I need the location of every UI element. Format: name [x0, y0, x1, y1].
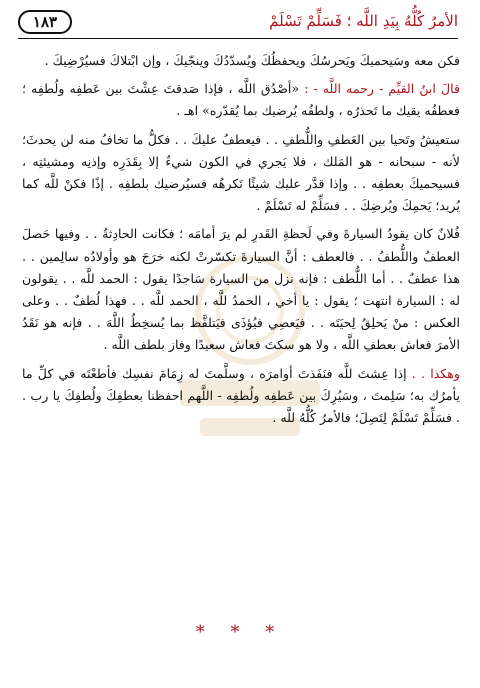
- page-header: [18, 10, 458, 36]
- paragraph-4: [22, 223, 460, 356]
- paragraph-lead: وهكذا . .: [411, 365, 460, 381]
- running-head: الأمرُ كُلُّهُ بِيَدِ اللَّه ؛ فَسَلِّمْ تَسْلَمْ: [269, 12, 458, 30]
- section-divider-stars: * * *: [195, 622, 285, 643]
- paragraph-3: [22, 129, 460, 218]
- paragraph-text: «أصْدُق اللَّه ، فإذا صَدقتَ عِشْتَ بين عَطفِه ولُطفِه ؛ فعطفُه يقيك ما تَحذرُه ، ولطفُه يُرضيك بما يُقدّره» اهـ .: [22, 81, 460, 119]
- paragraph-text: فُلانٌ كان يقودُ السيارةَ وفي لَحظةِ القَدرِ لم يرَ أمامَه ؛ فكانت الحادِثةُ . . وفيها حَصلَ العطفُ واللُّطفُ . . فالعطف : أنَّ السيارةَ تكسّرتْ لكنه خرَجَ هو وأولادُه سالِمين . . هذا عطفٌ . . أما اللُّطف : فإنه نزل من السيارة سَاجدًا يقول : الحمد للَّه . . يقولون له : السيارة انتهت ؛ يقول : يا أخي ، الحمدُ للَّه ، الحمد للَّه . . فهذا لُطفٌ . . وعلى العكس : منْ يَحلِقُ لِحيَتَه . . فيَعصِي فيُؤذَى فيَتلفَّظ بما يُسخِطُ اللَّهَ . . فإنه هو نَقَدُ الأمرَ فعاش بعطفِ اللَّه ، ولا هو سكتَ فعاش سعيدًا وفاز بلطف اللَّه .: [22, 226, 460, 353]
- paragraph-5: [22, 363, 460, 430]
- paragraph-text: فكن معه وسَيحميكَ ويَحرسُكَ ويحفظُكَ ويُسدّدُكَ وينجّيكَ ، وإن ابْتلاكَ فسيُرْضِيكَ .: [44, 53, 460, 68]
- paragraph-1: [22, 50, 460, 72]
- paragraph-text: ستعيشُ وتَحيا بين العَطفِ واللُّطفِ . . فيعطفُ عليكَ . . فكلُّ ما تخافُ منه لن يحدثَ؛ لأنه - سبحانه - هو المَلك ، فلا يَجري في الكون شيءٌ إلا بِقَدَرِه وإذنِه ومشيئتِه ، فسيحميكَ بعطفِه . . وإذا قدَّر عليك شيئًا تَكرهُه فسيُرضيك بلطفِه . إذًا فكنْ للَّه كما يُريد؛ يَحمِكَ ويُرضِكَ . . فسَلِّمْ له تَسْلَمْ .: [22, 131, 460, 214]
- paragraph-text: إذا عِشتَ للَّه فنَفَذتَ أوامرَه ، وسلَّمتَ له زِمَامَ نفسِك فأطعْتَه في كلِّ ما يأمرُك به؛ سَلِمتَ ، وسَيُرِكَ بين عَطفِه ولُطفِه - اللَّهم احفظنا بعطفِكَ ولُطفِكَ يا رب . . فسَلِّمْ تَسْلَمْ لِتَصِلَ؛ فالأمرُ كُلُّهُ للَّه .: [22, 365, 460, 426]
- header-rule: [18, 38, 458, 39]
- page-number-badge: ١٨٣: [18, 10, 72, 34]
- body-text: [22, 50, 460, 435]
- paragraph-2: [22, 78, 460, 122]
- paragraph-lead: قالَ ابنُ القيِّم - رحمه اللَّه - :: [304, 81, 460, 97]
